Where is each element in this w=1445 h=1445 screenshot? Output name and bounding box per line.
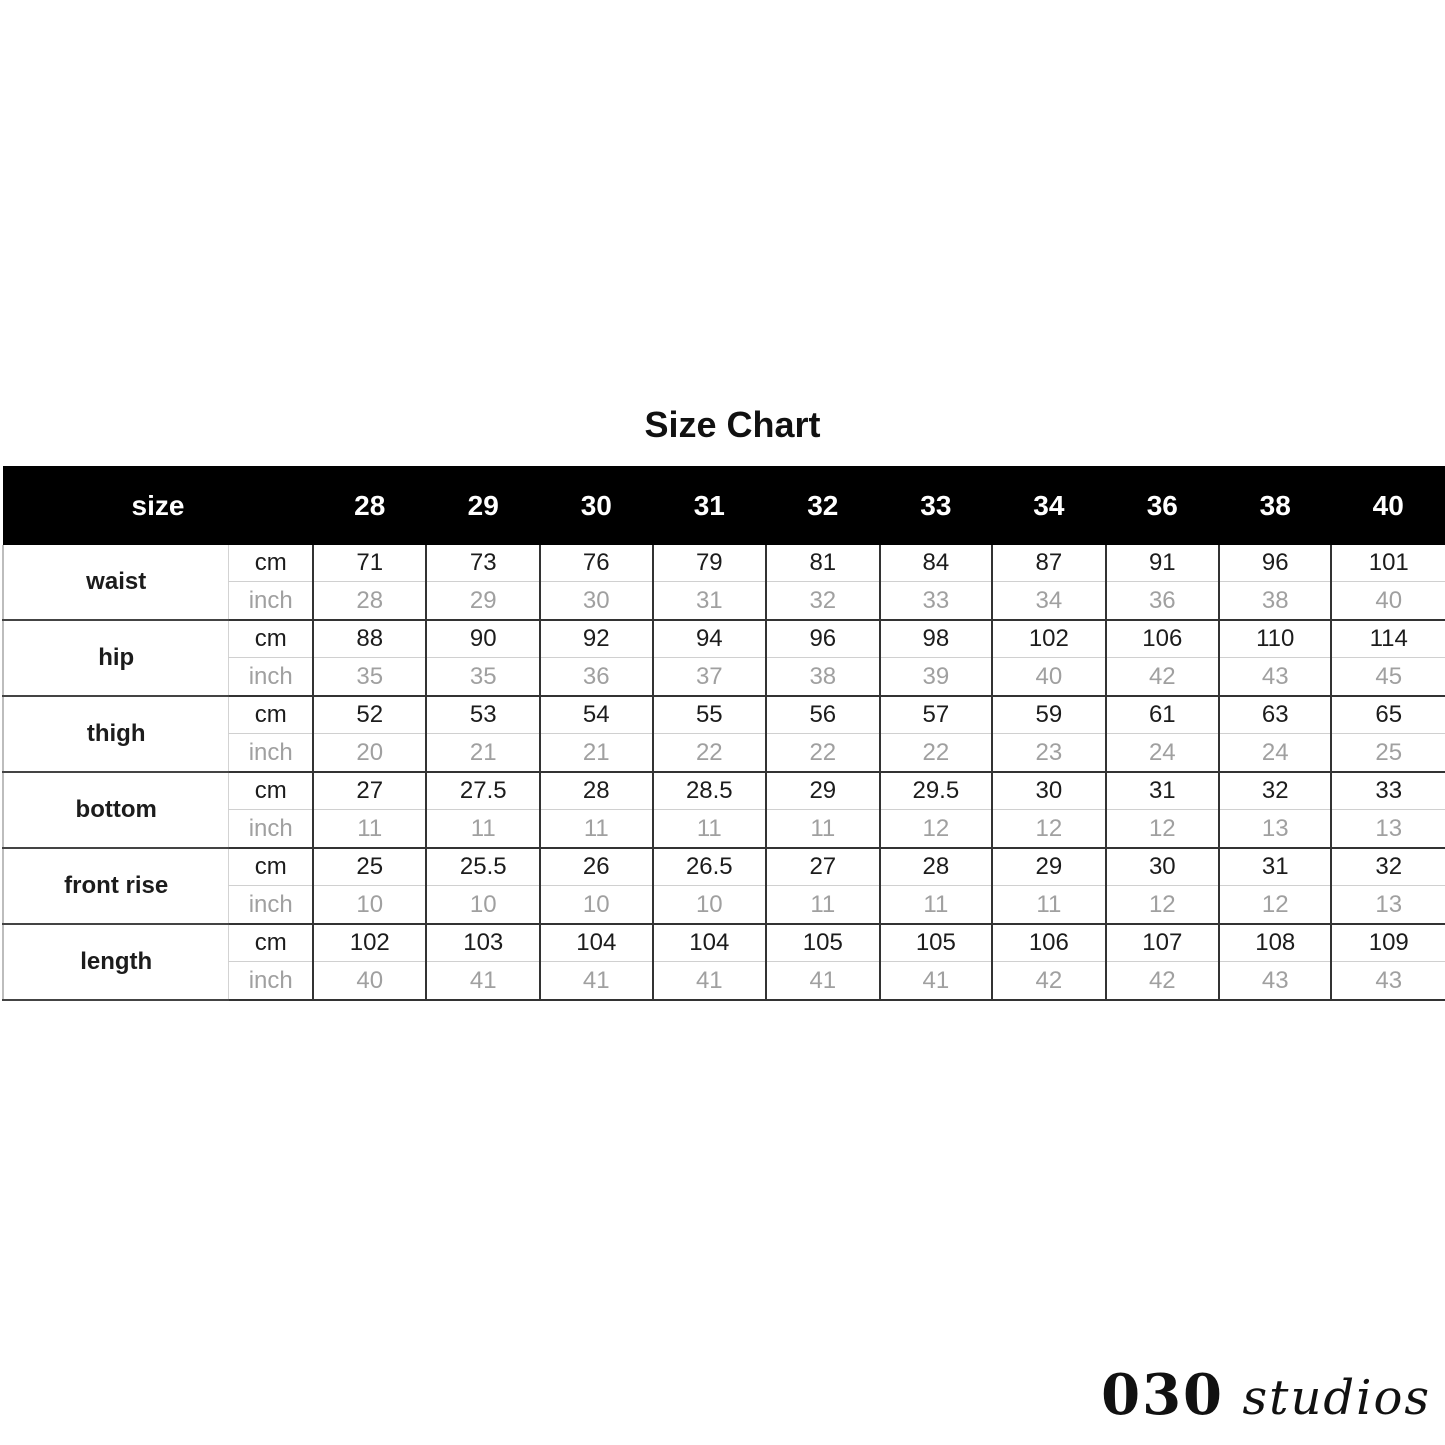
cell-thigh-cm-38: 63 xyxy=(1219,696,1331,734)
cell-front-rise-inch-40: 13 xyxy=(1331,886,1445,925)
cell-waist-cm-30: 76 xyxy=(540,545,652,582)
cell-waist-inch-34: 34 xyxy=(992,582,1105,621)
cell-bottom-cm-36: 31 xyxy=(1106,772,1219,810)
cell-bottom-inch-30: 11 xyxy=(540,810,652,849)
cell-length-inch-29: 41 xyxy=(426,962,540,1001)
cell-length-cm-34: 106 xyxy=(992,924,1105,962)
cell-front-rise-cm-29: 25.5 xyxy=(426,848,540,886)
cell-length-cm-38: 108 xyxy=(1219,924,1331,962)
cell-front-rise-cm-28: 25 xyxy=(313,848,426,886)
cell-front-rise-cm-36: 30 xyxy=(1106,848,1219,886)
unit-label-inch: inch xyxy=(229,810,313,849)
cell-front-rise-inch-29: 10 xyxy=(426,886,540,925)
measurement-label-front-rise: front rise xyxy=(3,848,229,924)
cell-thigh-inch-36: 24 xyxy=(1106,734,1219,773)
cell-hip-inch-30: 36 xyxy=(540,658,652,697)
cell-hip-inch-28: 35 xyxy=(313,658,426,697)
cell-waist-inch-32: 32 xyxy=(766,582,879,621)
cell-thigh-cm-36: 61 xyxy=(1106,696,1219,734)
cell-thigh-cm-29: 53 xyxy=(426,696,540,734)
cell-hip-inch-31: 37 xyxy=(653,658,767,697)
cell-front-rise-cm-33: 28 xyxy=(880,848,993,886)
unit-label-cm: cm xyxy=(229,696,313,734)
cell-hip-inch-33: 39 xyxy=(880,658,993,697)
cell-waist-cm-38: 96 xyxy=(1219,545,1331,582)
cell-waist-inch-29: 29 xyxy=(426,582,540,621)
unit-label-inch: inch xyxy=(229,734,313,773)
cell-bottom-inch-36: 12 xyxy=(1106,810,1219,849)
unit-label-cm: cm xyxy=(229,772,313,810)
cell-waist-inch-30: 30 xyxy=(540,582,652,621)
cell-hip-inch-36: 42 xyxy=(1106,658,1219,697)
cell-bottom-cm-29: 27.5 xyxy=(426,772,540,810)
table-row-thigh-cm xyxy=(3,696,1445,734)
cell-bottom-inch-28: 11 xyxy=(313,810,426,849)
cell-hip-cm-33: 98 xyxy=(880,620,993,658)
cell-waist-inch-36: 36 xyxy=(1106,582,1219,621)
cell-hip-cm-32: 96 xyxy=(766,620,879,658)
cell-thigh-cm-31: 55 xyxy=(653,696,767,734)
page-title: Size Chart xyxy=(644,404,821,445)
cell-waist-cm-34: 87 xyxy=(992,545,1105,582)
cell-bottom-cm-28: 27 xyxy=(313,772,426,810)
size-header-33: 33 xyxy=(880,466,993,545)
cell-length-inch-40: 43 xyxy=(1331,962,1445,1001)
cell-bottom-cm-40: 33 xyxy=(1331,772,1445,810)
cell-length-inch-30: 41 xyxy=(540,962,652,1001)
cell-waist-cm-36: 91 xyxy=(1106,545,1219,582)
cell-hip-cm-36: 106 xyxy=(1106,620,1219,658)
cell-length-inch-36: 42 xyxy=(1106,962,1219,1001)
cell-front-rise-inch-28: 10 xyxy=(313,886,426,925)
cell-thigh-inch-30: 21 xyxy=(540,734,652,773)
cell-bottom-inch-31: 11 xyxy=(653,810,767,849)
cell-bottom-cm-30: 28 xyxy=(540,772,652,810)
size-header-29: 29 xyxy=(426,466,540,545)
measurement-label-thigh: thigh xyxy=(3,696,229,772)
cell-hip-inch-32: 38 xyxy=(766,658,879,697)
size-header-40: 40 xyxy=(1331,466,1445,545)
cell-waist-inch-40: 40 xyxy=(1331,582,1445,621)
table-row-hip-cm xyxy=(3,620,1445,658)
cell-length-inch-28: 40 xyxy=(313,962,426,1001)
size-chart-table xyxy=(2,466,1445,1001)
cell-length-cm-40: 109 xyxy=(1331,924,1445,962)
cell-length-inch-33: 41 xyxy=(880,962,993,1001)
size-header-38: 38 xyxy=(1219,466,1331,545)
unit-label-cm: cm xyxy=(229,924,313,962)
cell-length-inch-38: 43 xyxy=(1219,962,1331,1001)
cell-hip-cm-29: 90 xyxy=(426,620,540,658)
cell-bottom-cm-34: 30 xyxy=(992,772,1105,810)
cell-front-rise-cm-40: 32 xyxy=(1331,848,1445,886)
cell-waist-cm-33: 84 xyxy=(880,545,993,582)
cell-thigh-cm-28: 52 xyxy=(313,696,426,734)
size-header-31: 31 xyxy=(653,466,767,545)
table-row-bottom-cm xyxy=(3,772,1445,810)
cell-front-rise-inch-38: 12 xyxy=(1219,886,1331,925)
cell-bottom-inch-38: 13 xyxy=(1219,810,1331,849)
size-header-32: 32 xyxy=(766,466,879,545)
cell-bottom-inch-29: 11 xyxy=(426,810,540,849)
cell-front-rise-inch-31: 10 xyxy=(653,886,767,925)
table-row-waist-cm xyxy=(3,545,1445,582)
cell-hip-inch-38: 43 xyxy=(1219,658,1331,697)
cell-front-rise-inch-30: 10 xyxy=(540,886,652,925)
cell-bottom-cm-32: 29 xyxy=(766,772,879,810)
cell-thigh-inch-32: 22 xyxy=(766,734,879,773)
unit-label-inch: inch xyxy=(229,886,313,925)
header-row xyxy=(3,466,1445,545)
logo-numeral: 030 xyxy=(1101,1362,1225,1428)
cell-front-rise-inch-32: 11 xyxy=(766,886,879,925)
cell-thigh-inch-38: 24 xyxy=(1219,734,1331,773)
cell-length-cm-32: 105 xyxy=(766,924,879,962)
cell-thigh-cm-32: 56 xyxy=(766,696,879,734)
cell-front-rise-cm-32: 27 xyxy=(766,848,879,886)
cell-waist-inch-28: 28 xyxy=(313,582,426,621)
cell-length-cm-28: 102 xyxy=(313,924,426,962)
cell-bottom-cm-33: 29.5 xyxy=(880,772,993,810)
cell-front-rise-inch-33: 11 xyxy=(880,886,993,925)
cell-thigh-cm-30: 54 xyxy=(540,696,652,734)
unit-label-cm: cm xyxy=(229,545,313,582)
unit-label-cm: cm xyxy=(229,848,313,886)
cell-thigh-inch-29: 21 xyxy=(426,734,540,773)
cell-thigh-inch-31: 22 xyxy=(653,734,767,773)
cell-thigh-inch-28: 20 xyxy=(313,734,426,773)
cell-bottom-inch-32: 11 xyxy=(766,810,879,849)
unit-label-inch: inch xyxy=(229,658,313,697)
unit-label-cm: cm xyxy=(229,620,313,658)
measurement-label-bottom: bottom xyxy=(3,772,229,848)
cell-thigh-inch-33: 22 xyxy=(880,734,993,773)
cell-hip-cm-31: 94 xyxy=(653,620,767,658)
cell-thigh-cm-40: 65 xyxy=(1331,696,1445,734)
cell-front-rise-cm-30: 26 xyxy=(540,848,652,886)
cell-length-inch-34: 42 xyxy=(992,962,1105,1001)
size-header-30: 30 xyxy=(540,466,652,545)
cell-hip-cm-30: 92 xyxy=(540,620,652,658)
cell-hip-cm-38: 110 xyxy=(1219,620,1331,658)
cell-waist-inch-31: 31 xyxy=(653,582,767,621)
cell-bottom-cm-31: 28.5 xyxy=(653,772,767,810)
cell-length-inch-32: 41 xyxy=(766,962,879,1001)
cell-bottom-inch-33: 12 xyxy=(880,810,993,849)
size-header-28: 28 xyxy=(313,466,426,545)
cell-thigh-inch-34: 23 xyxy=(992,734,1105,773)
table-row-length-cm xyxy=(3,924,1445,962)
brand-logo xyxy=(1101,1362,1431,1428)
cell-hip-inch-29: 35 xyxy=(426,658,540,697)
cell-waist-cm-31: 79 xyxy=(653,545,767,582)
cell-hip-cm-40: 114 xyxy=(1331,620,1445,658)
cell-thigh-cm-33: 57 xyxy=(880,696,993,734)
cell-length-cm-36: 107 xyxy=(1106,924,1219,962)
cell-front-rise-cm-38: 31 xyxy=(1219,848,1331,886)
cell-front-rise-inch-34: 11 xyxy=(992,886,1105,925)
cell-thigh-inch-40: 25 xyxy=(1331,734,1445,773)
measurement-label-hip: hip xyxy=(3,620,229,696)
measurement-label-length: length xyxy=(3,924,229,1000)
logo-word: studios xyxy=(1242,1370,1431,1426)
cell-bottom-cm-38: 32 xyxy=(1219,772,1331,810)
cell-hip-inch-34: 40 xyxy=(992,658,1105,697)
cell-length-cm-33: 105 xyxy=(880,924,993,962)
table-row-front-rise-cm xyxy=(3,848,1445,886)
cell-length-cm-30: 104 xyxy=(540,924,652,962)
size-header-36: 36 xyxy=(1106,466,1219,545)
cell-bottom-inch-40: 13 xyxy=(1331,810,1445,849)
cell-hip-cm-34: 102 xyxy=(992,620,1105,658)
cell-hip-inch-40: 45 xyxy=(1331,658,1445,697)
size-header-34: 34 xyxy=(992,466,1105,545)
cell-hip-cm-28: 88 xyxy=(313,620,426,658)
measurement-label-waist: waist xyxy=(3,545,229,620)
cell-waist-cm-40: 101 xyxy=(1331,545,1445,582)
cell-waist-cm-32: 81 xyxy=(766,545,879,582)
cell-length-cm-31: 104 xyxy=(653,924,767,962)
cell-front-rise-cm-34: 29 xyxy=(992,848,1105,886)
cell-bottom-inch-34: 12 xyxy=(992,810,1105,849)
cell-length-inch-31: 41 xyxy=(653,962,767,1001)
size-header-label: size xyxy=(3,466,313,545)
cell-length-cm-29: 103 xyxy=(426,924,540,962)
cell-waist-cm-29: 73 xyxy=(426,545,540,582)
cell-thigh-cm-34: 59 xyxy=(992,696,1105,734)
cell-waist-inch-38: 38 xyxy=(1219,582,1331,621)
cell-waist-inch-33: 33 xyxy=(880,582,993,621)
cell-waist-cm-28: 71 xyxy=(313,545,426,582)
unit-label-inch: inch xyxy=(229,582,313,621)
unit-label-inch: inch xyxy=(229,962,313,1001)
cell-front-rise-inch-36: 12 xyxy=(1106,886,1219,925)
cell-front-rise-cm-31: 26.5 xyxy=(653,848,767,886)
